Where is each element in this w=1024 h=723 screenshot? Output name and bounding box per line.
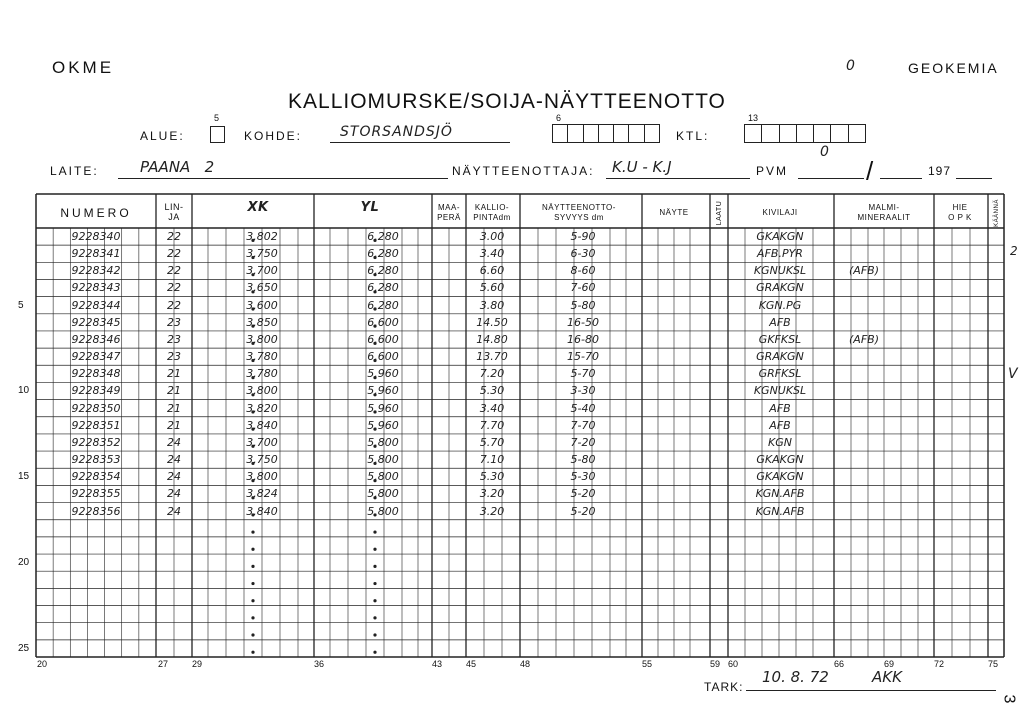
cell-yl[interactable]: 6.280 [367, 298, 399, 312]
cell-linja[interactable]: 24 [167, 470, 181, 484]
dept-name: GEOKEMIA [908, 60, 999, 76]
cell-xk[interactable]: 3.700 [246, 264, 278, 278]
laite-label: LAITE: [50, 164, 99, 178]
corner-mark: 0 [846, 58, 855, 74]
cell-kallio[interactable]: 6.60 [479, 264, 505, 278]
cell-kallio[interactable]: 7.10 [479, 453, 505, 467]
decimal-dot [251, 616, 254, 619]
bottom-number: 66 [834, 659, 845, 669]
row-number: 15 [18, 471, 30, 483]
bottom-number: 75 [988, 659, 999, 669]
col-header-numero: NUMERO [60, 206, 132, 220]
cell-kivilaji[interactable]: KGN.AFB [755, 504, 805, 518]
margin-note-2: V [1008, 366, 1018, 382]
col-header-hie: HIE O P K [948, 203, 972, 222]
cell-syvyys[interactable]: 5-70 [570, 367, 596, 381]
ktl-label: KTL: [676, 129, 710, 143]
cell-syvyys[interactable]: 16-50 [567, 315, 599, 329]
cell-kivilaji[interactable]: KGN.AFB [755, 487, 805, 501]
cell-yl[interactable]: 5.960 [367, 401, 399, 415]
decimal-dot [251, 633, 254, 636]
cell-syvyys[interactable]: 5-80 [570, 298, 596, 312]
cell-linja[interactable]: 22 [167, 230, 181, 243]
laite-value[interactable]: PAANA 2 [140, 158, 215, 176]
cell-syvyys[interactable]: 7-60 [570, 281, 596, 295]
cell-kallio[interactable]: 13.70 [476, 350, 508, 364]
col-header-kivilaji: KIVILAJI [762, 208, 798, 217]
cell-syvyys[interactable]: 7-20 [570, 435, 596, 449]
cell-numero[interactable]: 9228349 [71, 384, 121, 398]
cell-xk[interactable]: 3.800 [246, 470, 278, 484]
tark-label: TARK: [704, 680, 744, 694]
cell-linja[interactable]: 21 [167, 418, 181, 432]
col-header-kallio: KALLIO- PINTAdm [473, 203, 511, 222]
cell-kallio[interactable]: 3.20 [479, 504, 505, 518]
cell-yl[interactable]: 6.600 [367, 332, 399, 346]
cell-yl[interactable]: 5.800 [367, 487, 399, 501]
kohde-value[interactable]: STORSANDSJÖ [340, 124, 453, 140]
cell-kivilaji[interactable]: AFB [769, 401, 791, 415]
cell-numero[interactable]: 9228344 [71, 298, 121, 312]
num-5: 5 [214, 113, 220, 123]
cell-xk[interactable]: 3.840 [246, 504, 278, 518]
decimal-dot [373, 565, 376, 568]
decimal-dot [251, 565, 254, 568]
cell-numero[interactable]: 9228351 [71, 418, 121, 432]
cell-yl[interactable]: 6.280 [367, 230, 399, 243]
cell-kivilaji[interactable]: KGNUKSL [753, 384, 807, 398]
bottom-number: 59 [710, 659, 721, 669]
kohde-label: KOHDE: [244, 129, 303, 143]
bottom-number: 27 [158, 659, 169, 669]
row-number: 10 [18, 385, 30, 397]
cell-kallio[interactable]: 7.70 [479, 418, 505, 432]
cell-kivilaji[interactable]: GKAKGN [756, 230, 804, 243]
cell-yl[interactable]: 5.800 [367, 435, 399, 449]
cell-numero[interactable]: 9228347 [71, 350, 121, 364]
col-header-nayte: NÄYTE [659, 208, 689, 217]
cell-syvyys[interactable]: 5-20 [570, 504, 596, 518]
cell-numero[interactable]: 9228341 [71, 247, 121, 261]
bottom-number: 60 [728, 659, 739, 669]
org-name: OKME [52, 58, 115, 77]
cell-kivilaji[interactable]: GKAKGN [756, 470, 804, 484]
bottom-number: 45 [466, 659, 477, 669]
cell-kivilaji[interactable]: KGN.PG [758, 298, 802, 312]
cell-syvyys[interactable]: 5-90 [570, 230, 596, 243]
cell-numero[interactable]: 9228348 [71, 367, 121, 381]
cell-numero[interactable]: 9228352 [71, 435, 121, 449]
decimal-dot [251, 530, 254, 533]
cell-xk[interactable]: 3.750 [246, 247, 278, 261]
cell-syvyys[interactable]: 5-80 [570, 453, 596, 467]
col-header-kaanna: KÄÄNNÄ [994, 199, 1000, 227]
cell-xk[interactable]: 3.824 [246, 487, 278, 501]
cell-xk[interactable]: 3.780 [246, 350, 278, 364]
cell-numero[interactable]: 9228342 [71, 264, 121, 278]
cell-linja[interactable]: 23 [167, 332, 181, 346]
cell-numero[interactable]: 9228355 [71, 487, 121, 501]
date-slash: / [866, 156, 874, 186]
cell-malmi[interactable]: (AFB) [849, 332, 879, 346]
cell-xk[interactable]: 3.800 [246, 384, 278, 398]
cell-syvyys[interactable]: 3-30 [570, 384, 596, 398]
tark-sign[interactable]: AKK [872, 668, 902, 686]
cell-kallio[interactable]: 5.30 [479, 470, 505, 484]
cell-linja[interactable]: 21 [167, 384, 181, 398]
cell-linja[interactable]: 24 [167, 487, 181, 501]
bottom-number: 55 [642, 659, 653, 669]
cell-yl[interactable]: 6.280 [367, 247, 399, 261]
cell-xk[interactable]: 3.840 [246, 418, 278, 432]
nayttajat-value[interactable]: K.U - K.J [612, 158, 672, 176]
cell-syvyys[interactable]: 5-30 [570, 470, 596, 484]
cell-syvyys[interactable]: 5-40 [570, 401, 596, 415]
num-13: 13 [748, 113, 759, 123]
cell-kallio[interactable]: 3.40 [479, 401, 505, 415]
cell-kallio[interactable]: 14.80 [476, 332, 508, 346]
decimal-dot [373, 651, 376, 654]
num-6: 6 [556, 113, 562, 123]
margin-note-1: 2 [1010, 244, 1018, 258]
pvm-day-value[interactable]: 0 [820, 144, 829, 160]
cell-kallio[interactable]: 3.20 [479, 487, 505, 501]
cell-yl[interactable]: 5.960 [367, 384, 399, 398]
col-header-malmi: MALMI- MINERAALIT [857, 203, 911, 222]
decimal-dot [373, 530, 376, 533]
decimal-dot [251, 651, 254, 654]
cell-kallio[interactable]: 5.70 [479, 435, 505, 449]
cell-numero[interactable]: 9228340 [71, 230, 121, 243]
cell-syvyys[interactable]: 15-70 [567, 350, 599, 364]
page-number: 3 [1000, 694, 1018, 704]
cell-xk[interactable]: 3.820 [246, 401, 278, 415]
year-label: 197 [928, 164, 952, 178]
tark-date[interactable]: 10. 8. 72 [762, 668, 829, 686]
cell-xk[interactable]: 3.700 [246, 435, 278, 449]
col-header-laatu: LAATU [716, 200, 723, 226]
cell-kivilaji[interactable]: AFB.PYR [757, 247, 803, 261]
cell-xk[interactable]: 3.650 [246, 281, 278, 295]
cell-malmi[interactable]: (AFB) [849, 264, 879, 278]
cell-numero[interactable]: 9228354 [71, 470, 121, 484]
cell-yl[interactable]: 5.960 [367, 367, 399, 381]
cell-numero[interactable]: 9228343 [71, 281, 121, 295]
cell-kivilaji[interactable]: KGN [768, 435, 792, 449]
decimal-dot [251, 599, 254, 602]
decimal-dot [373, 582, 376, 585]
bottom-number: 20 [37, 659, 48, 669]
col-header-syvyys: NÄYTTEENOTTO- SYVYYS dm [542, 203, 616, 222]
tark-line [746, 690, 996, 691]
cell-xk[interactable]: 3.800 [246, 332, 278, 346]
cell-kallio[interactable]: 3.40 [479, 247, 505, 261]
cell-numero[interactable]: 9228356 [71, 504, 121, 518]
col-header-xk: XK [247, 200, 269, 215]
cell-numero[interactable]: 9228350 [71, 401, 121, 415]
cell-xk[interactable]: 3.780 [246, 367, 278, 381]
cell-kallio[interactable]: 3.80 [479, 298, 505, 312]
nayttajat-label: NÄYTTEENOTTAJA: [452, 164, 595, 178]
form-title: KALLIOMURSKE/SOIJA-NÄYTTEENOTTO [288, 90, 726, 113]
cell-syvyys[interactable]: 5-20 [570, 487, 596, 501]
cell-linja[interactable]: 21 [167, 401, 181, 415]
row-number: 20 [18, 557, 30, 569]
cell-kivilaji[interactable]: GKAKGN [756, 453, 804, 467]
bottom-number: 48 [520, 659, 531, 669]
row-number: 25 [18, 642, 30, 654]
cell-yl[interactable]: 5.800 [367, 453, 399, 467]
cell-yl[interactable]: 6.280 [367, 264, 399, 278]
cell-kallio[interactable]: 14.50 [476, 315, 508, 329]
cell-syvyys[interactable]: 16-80 [567, 332, 599, 346]
cell-numero[interactable]: 9228345 [71, 315, 121, 329]
cell-linja[interactable]: 24 [167, 435, 181, 449]
cell-kivilaji[interactable]: GRFKSL [758, 367, 802, 381]
bottom-number: 43 [432, 659, 443, 669]
col-header-maapera: MAA- PERÄ [437, 203, 461, 222]
cell-yl[interactable]: 5.800 [367, 470, 399, 484]
cell-kivilaji[interactable]: GKFKSL [758, 332, 802, 346]
decimal-dot [251, 548, 254, 551]
decimal-dot [373, 548, 376, 551]
cell-numero[interactable]: 9228353 [71, 453, 121, 467]
cell-kivilaji[interactable]: GRAKGN [756, 281, 804, 295]
bottom-number: 69 [884, 659, 895, 669]
cell-syvyys[interactable]: 8-60 [570, 264, 596, 278]
cell-yl[interactable]: 6.600 [367, 350, 399, 364]
cell-linja[interactable]: 22 [167, 247, 181, 261]
cell-linja[interactable]: 24 [167, 504, 181, 518]
bottom-number: 36 [314, 659, 325, 669]
cell-kallio[interactable]: 5.30 [479, 384, 505, 398]
cell-xk[interactable]: 3.750 [246, 453, 278, 467]
col-header-linja: LIN- JA [164, 202, 184, 222]
cell-numero[interactable]: 9228346 [71, 332, 121, 346]
cell-yl[interactable]: 6.600 [367, 315, 399, 329]
cell-kallio[interactable]: 3.00 [479, 230, 505, 243]
cell-yl[interactable]: 6.280 [367, 281, 399, 295]
cell-linja[interactable]: 22 [167, 298, 181, 312]
cell-linja[interactable]: 24 [167, 453, 181, 467]
cell-kivilaji[interactable]: KGNUKSL [753, 264, 807, 278]
cell-kivilaji[interactable]: AFB [769, 418, 791, 432]
cell-yl[interactable]: 5.800 [367, 504, 399, 518]
cell-xk[interactable]: 3.802 [246, 230, 278, 243]
cell-kivilaji[interactable]: GRAKGN [756, 350, 804, 364]
cell-kallio[interactable]: 5.60 [479, 281, 505, 295]
decimal-dot [373, 599, 376, 602]
cell-kallio[interactable]: 7.20 [479, 367, 505, 381]
row-number: 5 [18, 299, 24, 311]
cell-syvyys[interactable]: 7-70 [570, 418, 596, 432]
decimal-dot [373, 616, 376, 619]
cell-yl[interactable]: 5.960 [367, 418, 399, 432]
bottom-number: 72 [934, 659, 945, 669]
decimal-dot [373, 633, 376, 636]
cell-linja[interactable]: 22 [167, 264, 181, 278]
col-header-yl: YL [360, 200, 380, 215]
alue-label: ALUE: [140, 129, 185, 143]
decimal-dot [251, 582, 254, 585]
cell-linja[interactable]: 23 [167, 315, 181, 329]
cell-xk[interactable]: 3.850 [246, 315, 278, 329]
pvm-label: PVM [756, 164, 789, 178]
cell-syvyys[interactable]: 6-30 [570, 247, 596, 261]
cell-xk[interactable]: 3.600 [246, 298, 278, 312]
cell-linja[interactable]: 22 [167, 281, 181, 295]
cell-kivilaji[interactable]: AFB [769, 315, 791, 329]
cell-linja[interactable]: 21 [167, 367, 181, 381]
cell-linja[interactable]: 23 [167, 350, 181, 364]
bottom-number: 29 [192, 659, 203, 669]
